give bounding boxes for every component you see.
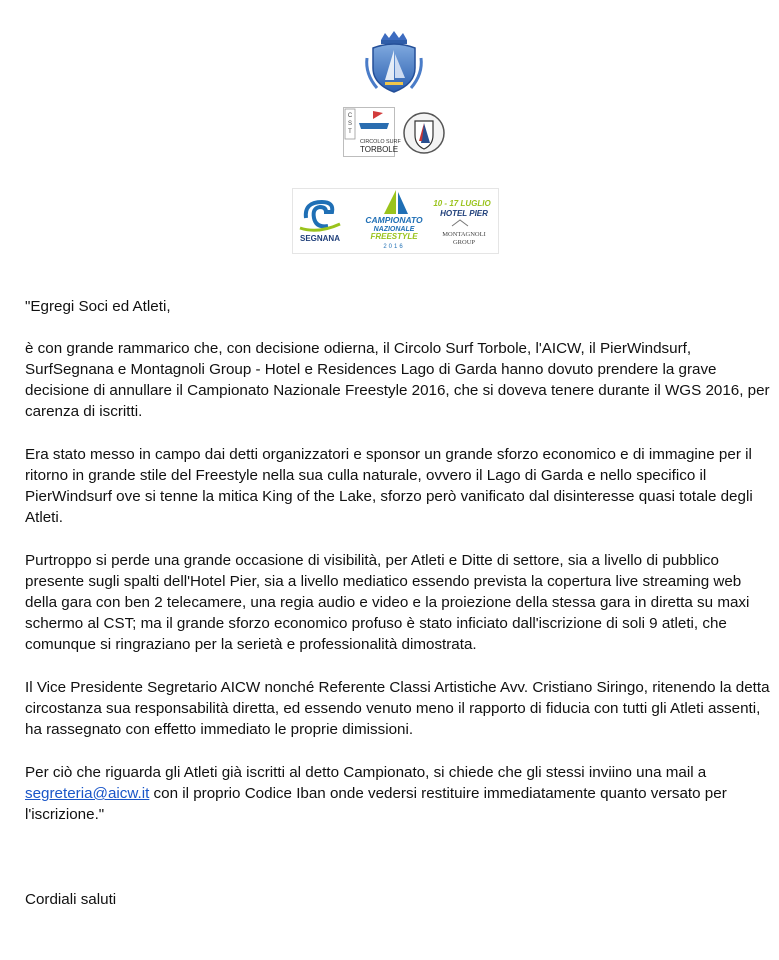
hotel-pier-label: HOTEL PIER — [440, 209, 488, 218]
montagnoli-label: MONTAGNOLI — [442, 231, 486, 238]
sponsor-banner — [292, 188, 499, 254]
cst-label-torbole: TORBOLE — [360, 145, 399, 154]
email-link[interactable]: segreteria@aicw.it — [25, 785, 150, 802]
cst-letter-c: C — [347, 113, 353, 119]
cst-letter-t: T — [348, 129, 352, 135]
paragraph-5-intro: Per ciò che riguarda gli Atleti già iscritti al detto Campionato, si chiede che gli stessi inviino una mail a — [25, 764, 707, 781]
montagnoli-group-label: GROUP — [452, 239, 476, 246]
association-crest-logo — [363, 30, 425, 98]
letter-paragraph-1: è con grande rammarico che, con decisione odierna, il Circolo Surf Torbole, l'AICW, il PierWindsurf, SurfSegnana e Montagnoli Group - Hotel e Residences Lago di Garda hanno dovuto prendere la grave decisione di annullare il Campionato Nazionale Freestyle 2016, che si doveva tenere durante il WGS 2016, per carenza di iscritti. — [25, 340, 770, 420]
segnana-label: SEGNANA — [299, 234, 341, 243]
letter-greeting: "Egregi Soci ed Atleti, — [25, 298, 171, 315]
shield-emblem-logo — [401, 111, 447, 155]
cst-letter-s: S — [347, 121, 353, 127]
campionato-line2: NAZIONALE — [373, 226, 415, 233]
letter-body — [25, 296, 770, 847]
circolo-surf-torbole-logo — [343, 107, 401, 157]
event-dates: 10 - 17 LUGLIO — [433, 199, 491, 208]
campionato-line3: FREESTYLE — [370, 232, 418, 241]
letter-paragraph-2: Era stato messo in campo dai detti organizzatori e sponsor un grande sforzo economico e di immagine per il ritorno in grande stile del Freestyle nella sua culla naturale, ovvero il Lago di Garda e nello specifico il PierWindsurf ove si tenne la mitica King of the Lake, sforzo però vanificato dal disinteresse quasi totale degli Atleti. — [25, 446, 753, 526]
letter-closing: Cordiali saluti — [25, 891, 117, 908]
paragraph-5-outro: con il proprio Codice Iban onde vedersi restituire immediatamente quanto versato per l'iscrizione." — [25, 785, 727, 823]
letter-paragraph-5 — [25, 762, 770, 825]
campionato-year: 2016 — [383, 244, 405, 250]
letter-paragraph-4: Il Vice Presidente Segretario AICW nonché Referente Classi Artistiche Avv. Cristiano Siringo, ritenendo la detta circostanza sua responsabilità diretta, ed essendo venuto meno il rapporto di fiducia con tutti gli Atleti assenti, ha rassegnato con effetto immediato le proprie dimissioni. — [25, 679, 770, 738]
campionato-line1: CAMPIONATO — [365, 215, 423, 225]
sponsor-banner-graphic — [292, 188, 499, 254]
cst-label-circolo: CIRCOLO SURF — [360, 139, 401, 145]
letter-paragraph-3: Purtroppo si perde una grande occasione di visibilità, per Atleti e Ditte di settore, sia a livello di pubblico presente sugli spalti dell'Hotel Pier, sia a livello mediatico essendo prevista la copertura live streaming web della gara con ben 2 telecamere, una regia audio e video e la proiezione della stessa gara in diretta su maxi schermo al CST; ma il grande sforzo economico profuso è stato inficiato dall'iscrizione di soli 9 atleti, che comunque si ringraziano per la serietà e professionalità dimostrata. — [25, 552, 750, 653]
